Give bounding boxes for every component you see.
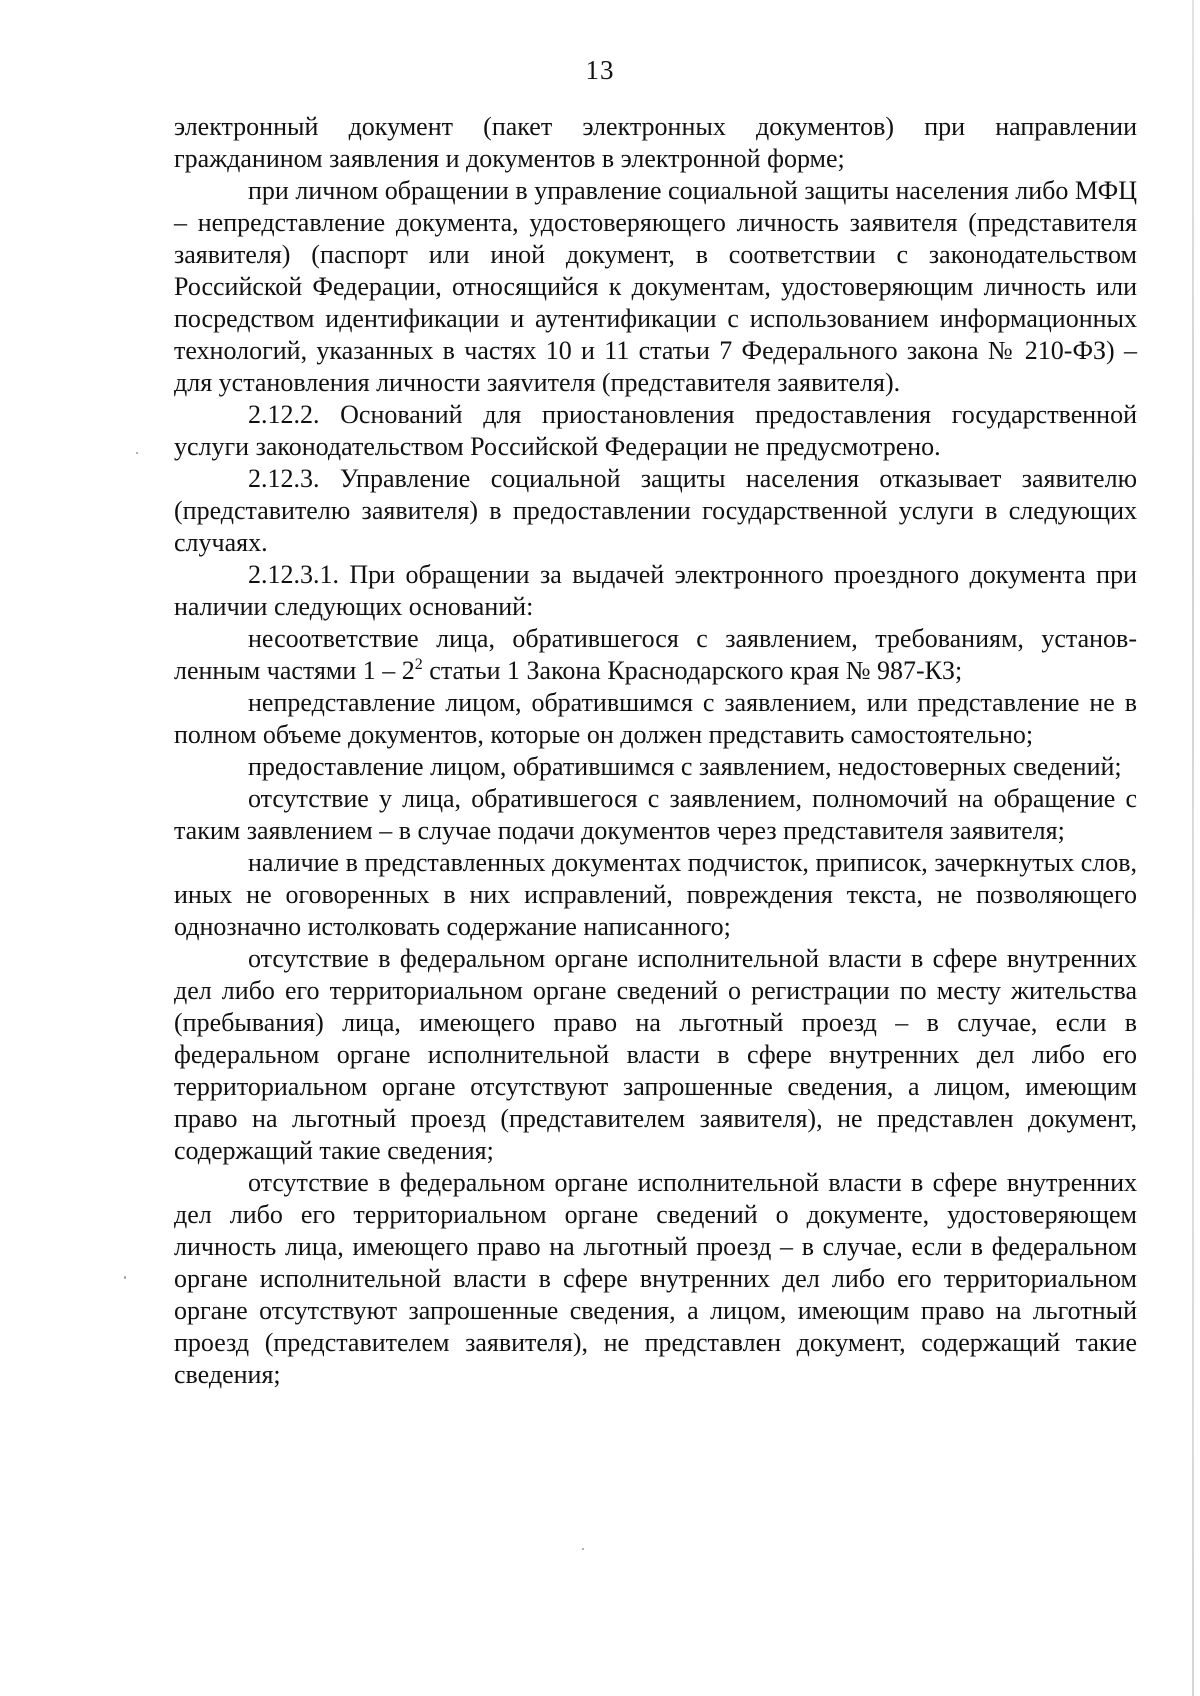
paragraph-false-information: предоставление лицом, обратившимся с заявлением, недостоверных сведений; — [248, 752, 1122, 781]
page-number: 13 — [585, 55, 615, 85]
scan-speck — [136, 452, 138, 454]
scan-speck — [582, 1548, 584, 1550]
paragraph-nonsubmission: непредставление лицом, обратившимся с заявлением, или представление не в полном объеме документов, которые он должен представить самостоятельно; — [174, 688, 1137, 749]
paragraph-personal-visit: при личном обращении в управление социальной защиты населения либо МФЦ – непредставление документа, удостоверяющего личность заявителя (представителя заявителя) (паспорт или иной документ, в соответствии с законодательством Российской Федерации, относящийся к документам, удостоверяющим личность или посредством идентификации и аутентификации с использованием информационных технологий, указанных в частях 10 и 11 статьи 7 Федерального закона № 210-ФЗ) – для установления личности заяvителя (представителя заявителя). — [174, 176, 1137, 397]
paragraph-electronic-document: электронный документ (пакет электронных документов) при направлении гражданином заявления и документов в электронной форме; — [174, 112, 1137, 173]
document-body — [174, 111, 1137, 1391]
superscript: 2 — [414, 656, 423, 673]
paragraph-nonconformity-tail: статьи 1 Закона Краснодарского края № 987-КЗ; — [422, 656, 963, 685]
paragraph-corrections: наличие в представленных документах подчисток, приписок, зачеркнутых слов, иных не оговоренных в них исправлений, повреждения текста, не позволяющего однозначно истолковать содержание написанного; — [174, 848, 1137, 941]
paragraph-nonconformity — [174, 623, 1137, 687]
paragraph-no-identity-document: отсутствие в федеральном органе исполнительной власти в сфере внутренних дел либо его территориальном органе сведений о документе, удостоверяющем личность лица, имеющего право на льготный проезд – в случае, если в федеральном органе исполнительной власти в сфере внутренних дел либо его территориальном органе отсутствуют запрошенные сведения, а лицом, имеющим право на льготный проезд (представителем заявителя), не представлен документ, содержащий такие сведения; — [174, 1168, 1137, 1389]
paragraph-2-12-3: 2.12.3. Управление социальной защиты населения отказывает заявителю (представителю заявителя) в предоставлении государственной услуги в следующих случаях. — [174, 464, 1137, 557]
scan-speck — [124, 1276, 126, 1279]
paragraph-nonconformity-text: несоответствие лица, обратившегося с заявлением, требованиям, установленным частями 1 – 2 — [174, 624, 1137, 685]
paragraph-2-12-2: 2.12.2. Оснований для приостановления предоставления государственной услуги законодательством Российской Федерации не предусмотрено. — [174, 400, 1137, 461]
paragraph-2-12-3-1: 2.12.3.1. При обращении за выдачей электронного проездного документа при наличии следующих оснований: — [174, 560, 1137, 621]
scan-edge-shadow — [1192, 0, 1194, 1696]
paragraph-no-registration: отсутствие в федеральном органе исполнительной власти в сфере внутренних дел либо его территориальном органе сведений о регистрации по месту жительства (пребывания) лица, имеющего право на льготный проезд – в случае, если в федеральном органе исполнительной власти в сфере внутренних дел либо его территориальном органе отсутствуют запрошенные сведения, а лицом, имеющим право на льготный проезд (представителем заявителя), не представлен документ, содержащий такие сведения; — [174, 944, 1137, 1165]
paragraph-no-authority: отсутствие у лица, обратившегося с заявлением, полномочий на обращение с таким заявлением – в случае подачи документов через представителя заявителя; — [174, 784, 1137, 845]
